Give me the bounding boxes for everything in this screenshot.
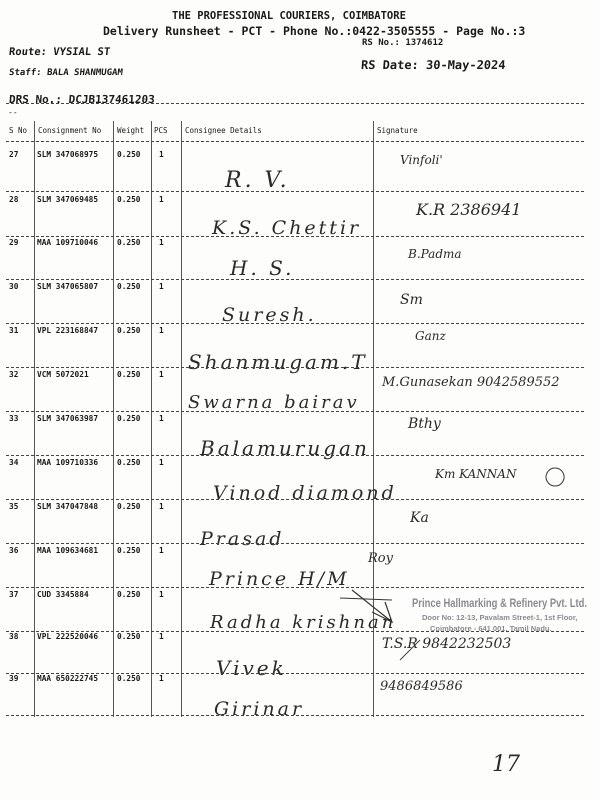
col-header-consignment: Consignment No [38,126,102,135]
runsheet-subtitle: Delivery Runsheet - PCT - Phone No.:0422-3505555 - Page No.:3 [103,24,526,38]
row-divider [6,715,584,716]
col-header-weight: Weight [117,126,145,135]
rs-date: RS Date: 30-May-2024 [360,58,506,72]
row-divider [6,191,584,192]
row-pcs: 1 [159,590,164,599]
row-consignment-no: VPL 222520046 [37,632,99,641]
row-weight: 0.250 [117,546,141,555]
row-sno: 38 [9,632,19,641]
row-weight: 0.250 [117,502,141,511]
header-divider-1 [6,103,584,104]
row-weight: 0.250 [117,282,141,291]
row-sno: 30 [9,282,19,291]
row-consignee-handwritten: Girinar [214,698,305,720]
row-consignee-handwritten: Shanmugam.T [188,350,368,374]
col-divider [151,121,152,717]
row-weight: 0.250 [117,370,141,379]
row-divider [6,367,584,368]
col-header-consignee: Consignee Details [185,126,262,135]
row-divider [6,499,584,500]
company-title: THE PROFESSIONAL COURIERS, COIMBATORE [172,10,406,22]
row-weight: 0.250 [117,674,141,683]
row-pcs: 1 [159,326,164,335]
row-pcs: 1 [159,632,164,641]
row-weight: 0.250 [117,195,141,204]
row-consignee-handwritten: Swarna bairav [188,392,360,413]
row-signature-handwritten: T.S.R 9842232503 [382,636,512,652]
row-pcs: 1 [159,150,164,159]
row-consignee-handwritten: Vinod diamond [213,482,397,504]
row-consignment-no: MAA 109710046 [37,238,99,247]
row-weight: 0.250 [117,414,141,423]
row-consignment-no: SLM 347047848 [37,502,99,511]
row-signature-handwritten: Vinfoli' [400,153,443,167]
row-consignee-handwritten: R. V. [225,168,290,193]
row-signature-handwritten: Bthy [408,416,441,432]
row-sno: 31 [9,326,19,335]
row-weight: 0.250 [117,458,141,467]
row-divider [6,411,584,412]
row-divider [6,455,584,456]
col-divider [113,121,114,717]
row-pcs: 1 [159,238,164,247]
row-consignee-handwritten: H. S. [230,256,295,280]
row-weight: 0.250 [117,238,141,247]
row-pcs: 1 [159,282,164,291]
col-header-pcs: PCS [154,126,168,135]
row-consignment-no: SLM 347068975 [37,150,99,159]
header-divider-2 [6,141,584,142]
row-sno: 32 [9,370,19,379]
rs-number: RS No.: 1374612 [362,38,444,48]
row-consignment-no: MAA 650222745 [37,674,99,683]
row-sno: 29 [9,238,19,247]
row-sno: 34 [9,458,19,467]
row-signature-handwritten: B.Padma [408,247,462,261]
row-consignee-handwritten: Suresh. [222,304,317,326]
col-header-sno: S No [9,126,28,135]
row-pcs: 1 [159,546,164,555]
stamp-name: Prince Hallmarking & Refinery Pvt. Ltd. [412,598,588,610]
row-signature-handwritten: K.R 2386941 [416,200,522,219]
row-sno: 33 [9,414,19,423]
row-signature-handwritten: Sm [400,292,423,308]
header-dash-mark: -- [8,108,18,117]
row-weight: 0.250 [117,632,141,641]
row-sno: 37 [9,590,19,599]
row-consignment-no: SLM 347063987 [37,414,99,423]
route-label: Route: VYSIAL ST [8,46,111,58]
row-pcs: 1 [159,370,164,379]
row-pcs: 1 [159,414,164,423]
row-consignment-no: SLM 347069485 [37,195,99,204]
col-divider [34,121,35,717]
row-consignee-handwritten: Balamurugan [200,436,370,460]
row-sno: 35 [9,502,19,511]
row-sno: 27 [9,150,19,159]
row-consignment-no: SLM 347065807 [37,282,99,291]
col-divider [181,121,182,717]
footer-handwritten-mark: 17 [492,752,520,777]
row-divider [6,279,584,280]
row-consignment-no: MAA 109710336 [37,458,99,467]
row-consignment-no: MAA 109634681 [37,546,99,555]
row-sno: 28 [9,195,19,204]
stamp-address-2: Coimbatore - 641 001. Tamil Nadu. [430,624,552,633]
row-pcs: 1 [159,458,164,467]
row-weight: 0.250 [117,326,141,335]
row-signature-handwritten: M.Gunasekan 9042589552 [382,375,560,390]
row-consignment-no: CUD 3345884 [37,590,89,599]
row-pcs: 1 [159,502,164,511]
row-consignment-no: VPL 223168847 [37,326,99,335]
company-stamp [412,598,600,633]
row-consignee-handwritten: Prasad [200,528,285,550]
stamp-address-1: Door No: 12-13, Pavalam Street-1, 1st Floor, [422,613,578,622]
row-consignee-handwritten: Prince H/M [209,568,350,590]
row-consignee-handwritten: K.S. Chettir [212,217,362,239]
row-divider [6,543,584,544]
row-divider [6,587,584,588]
row-sno: 36 [9,546,19,555]
row-consignee-handwritten: Vivek [216,656,287,680]
row-signature-handwritten: 9486849586 [380,679,463,694]
row-weight: 0.250 [117,150,141,159]
row-divider [6,323,584,324]
row-signature-handwritten: Km KANNAN [435,467,517,481]
staff-label: Staff: BALA SHANMUGAM [8,68,124,78]
row-pcs: 1 [159,195,164,204]
row-consignee-handwritten: Radha krishnan [210,612,397,633]
row-consignment-no: VCM 5072021 [37,370,89,379]
row-signature-handwritten: Roy [368,551,393,566]
row-sno: 39 [9,674,19,683]
col-header-signature: Signature [377,126,418,135]
drs-number: DRS No.: DCJB137461203 [8,93,156,106]
row-divider [6,236,584,237]
row-signature-handwritten: Ganz [415,329,446,343]
row-pcs: 1 [159,674,164,683]
row-signature-handwritten: Ka [410,510,429,526]
row-weight: 0.250 [117,590,141,599]
